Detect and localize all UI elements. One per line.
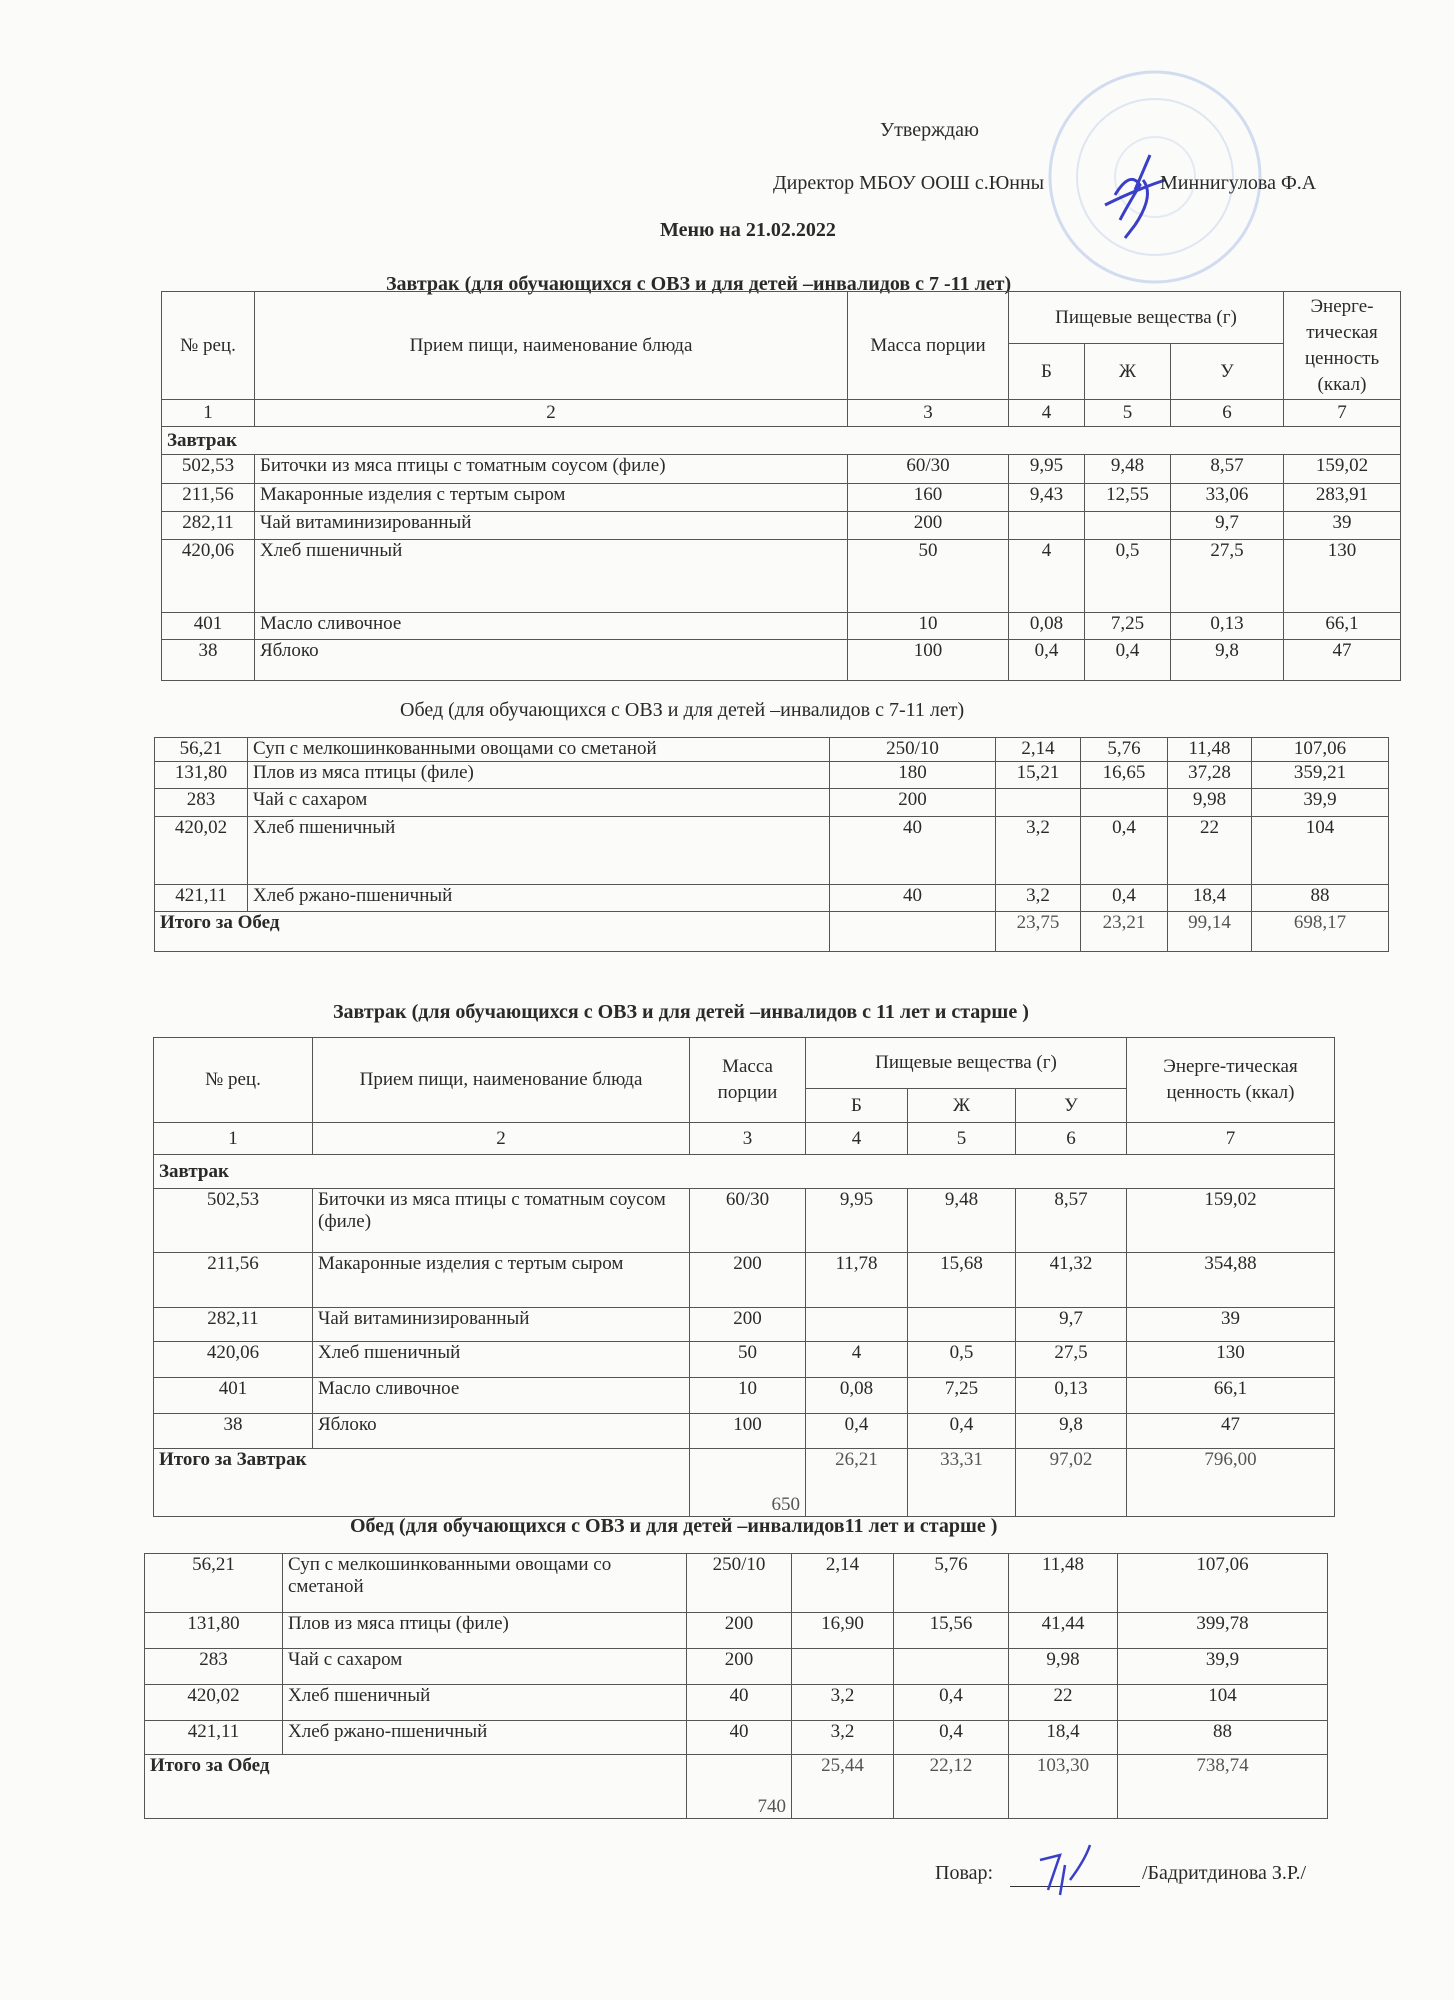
dish-name: Суп с мелкошинкованными овощами со сметаной	[248, 738, 830, 762]
carbs: 9,8	[1171, 640, 1284, 681]
cook-label: Повар:	[935, 1862, 994, 1884]
protein: 0,08	[1009, 613, 1085, 640]
protein	[1009, 512, 1085, 540]
protein: 9,43	[1009, 484, 1085, 512]
protein: 0,08	[806, 1378, 908, 1414]
dish-name: Плов из мяса птицы (филе)	[283, 1613, 687, 1649]
breakfast-7-11-table	[161, 291, 1401, 681]
table-row	[154, 1342, 1335, 1378]
dish-name: Макаронные изделия с тертым сыром	[313, 1253, 690, 1308]
energy-kcal: 66,1	[1284, 613, 1401, 640]
energy-kcal: 88	[1118, 1721, 1328, 1755]
column-number: 6	[1171, 400, 1284, 427]
column-number-row	[162, 400, 1401, 427]
recipe-no: 420,02	[145, 1685, 283, 1721]
fat: 0,4	[1085, 640, 1171, 681]
table-row	[155, 885, 1389, 912]
recipe-no: 283	[155, 789, 248, 817]
column-number: 4	[806, 1123, 908, 1155]
dish-name: Хлеб пшеничный	[255, 540, 848, 613]
section-label: Завтрак	[154, 1155, 1335, 1189]
protein: 0,4	[1009, 640, 1085, 681]
column-number: 1	[162, 400, 255, 427]
fat: 0,5	[908, 1342, 1016, 1378]
portion-mass: 200	[687, 1649, 792, 1685]
portion-mass: 200	[690, 1253, 806, 1308]
portion-mass: 50	[848, 540, 1009, 613]
carbs: 22	[1009, 1685, 1118, 1721]
dish-name: Масло сливочное	[255, 613, 848, 640]
total-u: 97,02	[1016, 1449, 1127, 1517]
dish-name: Чай витаминизированный	[255, 512, 848, 540]
table4-title: Обед (для обучающихся с ОВЗ и для детей –инвалидов11 лет и старше )	[350, 1515, 998, 1537]
col-header-nutrients: Пищевые вещества (г)	[806, 1038, 1127, 1089]
total-zh: 33,31	[908, 1449, 1016, 1517]
carbs: 41,44	[1009, 1613, 1118, 1649]
energy-kcal: 66,1	[1127, 1378, 1335, 1414]
portion-mass: 40	[687, 1721, 792, 1755]
carbs: 27,5	[1016, 1342, 1127, 1378]
portion-mass: 250/10	[687, 1554, 792, 1613]
recipe-no: 211,56	[162, 484, 255, 512]
column-number: 4	[1009, 400, 1085, 427]
portion-mass: 200	[830, 789, 996, 817]
table-row	[162, 540, 1401, 613]
protein: 15,21	[996, 762, 1081, 789]
carbs: 0,13	[1016, 1378, 1127, 1414]
recipe-no: 282,11	[162, 512, 255, 540]
table-row	[154, 1414, 1335, 1449]
portion-mass: 40	[830, 885, 996, 912]
column-number: 5	[908, 1123, 1016, 1155]
protein: 0,4	[806, 1414, 908, 1449]
carbs: 27,5	[1171, 540, 1284, 613]
carbs: 41,32	[1016, 1253, 1127, 1308]
recipe-no: 421,11	[155, 885, 248, 912]
fat	[894, 1649, 1009, 1685]
energy-kcal: 104	[1118, 1685, 1328, 1721]
fat: 5,76	[1081, 738, 1168, 762]
portion-mass: 200	[690, 1308, 806, 1342]
recipe-no: 420,06	[154, 1342, 313, 1378]
table-row	[155, 789, 1389, 817]
energy-kcal: 359,21	[1252, 762, 1389, 789]
total-zh: 22,12	[894, 1755, 1009, 1819]
header-row	[154, 1038, 1335, 1089]
dish-name: Биточки из мяса птицы с томатным соусом (филе)	[255, 455, 848, 484]
dish-name: Хлеб ржано-пшеничный	[248, 885, 830, 912]
table-row	[145, 1685, 1328, 1721]
fat: 5,76	[894, 1554, 1009, 1613]
dish-name: Хлеб пшеничный	[248, 817, 830, 885]
carbs: 18,4	[1168, 885, 1252, 912]
column-number: 1	[154, 1123, 313, 1155]
recipe-no: 401	[162, 613, 255, 640]
dish-name: Макаронные изделия с тертым сыром	[255, 484, 848, 512]
recipe-no: 131,80	[155, 762, 248, 789]
energy-kcal: 88	[1252, 885, 1389, 912]
column-number: 6	[1016, 1123, 1127, 1155]
col-header-nutrients: Пищевые вещества (г)	[1009, 292, 1284, 344]
energy-kcal: 107,06	[1252, 738, 1389, 762]
dish-name: Биточки из мяса птицы с томатным соусом (филе)	[313, 1189, 690, 1253]
portion-mass: 50	[690, 1342, 806, 1378]
fat: 12,55	[1085, 484, 1171, 512]
energy-kcal: 39	[1284, 512, 1401, 540]
table-row	[145, 1721, 1328, 1755]
col-header-no: № рец.	[162, 292, 255, 400]
lunch-7-11-table	[154, 737, 1389, 952]
col-header-b: Б	[806, 1089, 908, 1123]
total-u: 99,14	[1168, 912, 1252, 952]
total-kcal: 796,00	[1127, 1449, 1335, 1517]
protein	[806, 1308, 908, 1342]
breakfast-11plus-table	[153, 1037, 1335, 1517]
carbs: 22	[1168, 817, 1252, 885]
fat: 15,56	[894, 1613, 1009, 1649]
dish-name: Яблоко	[313, 1414, 690, 1449]
lunch-11plus-table	[144, 1553, 1328, 1819]
dish-name: Чай с сахаром	[283, 1649, 687, 1685]
carbs: 37,28	[1168, 762, 1252, 789]
recipe-no: 56,21	[145, 1554, 283, 1613]
table-row	[145, 1613, 1328, 1649]
recipe-no: 283	[145, 1649, 283, 1685]
total-b: 26,21	[806, 1449, 908, 1517]
col-header-no: № рец.	[154, 1038, 313, 1123]
col-header-u: У	[1016, 1089, 1127, 1123]
total-mass: 740	[687, 1755, 792, 1819]
total-row	[155, 912, 1389, 952]
carbs: 0,13	[1171, 613, 1284, 640]
dish-name: Плов из мяса птицы (филе)	[248, 762, 830, 789]
portion-mass: 40	[687, 1685, 792, 1721]
recipe-no: 421,11	[145, 1721, 283, 1755]
table3-title: Завтрак (для обучающихся с ОВЗ и для детей –инвалидов с 11 лет и старше )	[333, 1001, 1029, 1023]
col-header-mass: Масса порции	[848, 292, 1009, 400]
portion-mass: 10	[690, 1378, 806, 1414]
fat	[908, 1308, 1016, 1342]
protein: 3,2	[792, 1721, 894, 1755]
fat	[1081, 789, 1168, 817]
carbs: 18,4	[1009, 1721, 1118, 1755]
table-row	[162, 512, 1401, 540]
protein: 11,78	[806, 1253, 908, 1308]
energy-kcal: 354,88	[1127, 1253, 1335, 1308]
carbs: 9,98	[1168, 789, 1252, 817]
fat: 0,4	[894, 1721, 1009, 1755]
total-mass	[830, 912, 996, 952]
dish-name: Яблоко	[255, 640, 848, 681]
total-mass: 650	[690, 1449, 806, 1517]
table-row	[154, 1253, 1335, 1308]
carbs: 11,48	[1009, 1554, 1118, 1613]
protein: 3,2	[996, 817, 1081, 885]
portion-mass: 60/30	[690, 1189, 806, 1253]
energy-kcal: 159,02	[1284, 455, 1401, 484]
dish-name: Хлеб пшеничный	[283, 1685, 687, 1721]
portion-mass: 180	[830, 762, 996, 789]
recipe-no: 420,02	[155, 817, 248, 885]
portion-mass: 200	[687, 1613, 792, 1649]
approve-label: Утверждаю	[880, 119, 979, 141]
table-row	[162, 640, 1401, 681]
dish-name: Хлеб ржано-пшеничный	[283, 1721, 687, 1755]
energy-kcal: 39,9	[1252, 789, 1389, 817]
recipe-no: 401	[154, 1378, 313, 1414]
column-number: 7	[1284, 400, 1401, 427]
protein: 2,14	[792, 1554, 894, 1613]
protein: 9,95	[806, 1189, 908, 1253]
protein	[792, 1649, 894, 1685]
dish-name: Чай с сахаром	[248, 789, 830, 817]
col-header-dish: Прием пищи, наименование блюда	[313, 1038, 690, 1123]
fat: 0,4	[1081, 885, 1168, 912]
fat: 7,25	[1085, 613, 1171, 640]
table-row	[154, 1189, 1335, 1253]
cook-name: /Бадритдинова З.Р./	[1142, 1862, 1307, 1884]
energy-kcal: 399,78	[1118, 1613, 1328, 1649]
energy-kcal: 107,06	[1118, 1554, 1328, 1613]
total-label: Итого за Завтрак	[154, 1449, 690, 1517]
section-label: Завтрак	[162, 427, 1401, 455]
protein: 2,14	[996, 738, 1081, 762]
table-row	[145, 1649, 1328, 1685]
fat: 16,65	[1081, 762, 1168, 789]
dish-name: Чай витаминизированный	[313, 1308, 690, 1342]
total-row	[145, 1755, 1328, 1819]
fat: 0,5	[1085, 540, 1171, 613]
cook-signature	[1030, 1840, 1100, 1900]
fat: 15,68	[908, 1253, 1016, 1308]
total-b: 23,75	[996, 912, 1081, 952]
protein: 16,90	[792, 1613, 894, 1649]
portion-mass: 40	[830, 817, 996, 885]
column-number: 2	[255, 400, 848, 427]
col-header-zh: Ж	[1085, 344, 1171, 400]
table-row	[162, 455, 1401, 484]
portion-mass: 60/30	[848, 455, 1009, 484]
fat: 0,4	[894, 1685, 1009, 1721]
protein: 4	[1009, 540, 1085, 613]
energy-kcal: 39,9	[1118, 1649, 1328, 1685]
col-header-zh: Ж	[908, 1089, 1016, 1123]
carbs: 11,48	[1168, 738, 1252, 762]
total-kcal: 698,17	[1252, 912, 1389, 952]
recipe-no: 38	[154, 1414, 313, 1449]
fat	[1085, 512, 1171, 540]
table-row	[155, 817, 1389, 885]
col-header-energy: Энерге-тическая ценность (ккал)	[1284, 292, 1401, 400]
header-row	[162, 292, 1401, 344]
column-number: 7	[1127, 1123, 1335, 1155]
energy-kcal: 104	[1252, 817, 1389, 885]
col-header-dish: Прием пищи, наименование блюда	[255, 292, 848, 400]
table-row	[154, 1308, 1335, 1342]
dish-name: Масло сливочное	[313, 1378, 690, 1414]
total-row	[154, 1449, 1335, 1517]
recipe-no: 282,11	[154, 1308, 313, 1342]
protein: 4	[806, 1342, 908, 1378]
recipe-no: 38	[162, 640, 255, 681]
carbs: 9,98	[1009, 1649, 1118, 1685]
table1-title: Завтрак (для обучающихся с ОВЗ и для детей –инвалидов с 7 -11 лет)	[386, 273, 1012, 295]
protein: 3,2	[792, 1685, 894, 1721]
protein: 9,95	[1009, 455, 1085, 484]
table-row	[162, 484, 1401, 512]
carbs: 8,57	[1171, 455, 1284, 484]
total-label: Итого за Обед	[155, 912, 830, 952]
carbs: 9,7	[1016, 1308, 1127, 1342]
table-row	[162, 613, 1401, 640]
column-number: 2	[313, 1123, 690, 1155]
total-b: 25,44	[792, 1755, 894, 1819]
protein	[996, 789, 1081, 817]
recipe-no: 56,21	[155, 738, 248, 762]
portion-mass: 100	[848, 640, 1009, 681]
director-signature	[1095, 150, 1175, 240]
fat: 9,48	[908, 1189, 1016, 1253]
protein: 3,2	[996, 885, 1081, 912]
fat: 0,4	[1081, 817, 1168, 885]
table-row	[154, 1378, 1335, 1414]
recipe-no: 420,06	[162, 540, 255, 613]
section-row	[162, 427, 1401, 455]
director-name: Миннигулова Ф.А	[1160, 172, 1317, 194]
dish-name: Хлеб пшеничный	[313, 1342, 690, 1378]
column-number: 3	[690, 1123, 806, 1155]
director-title: Директор МБОУ ООШ с.Юнны	[773, 172, 1045, 194]
recipe-no: 502,53	[154, 1189, 313, 1253]
col-header-energy: Энерге-тическая ценность (ккал)	[1127, 1038, 1335, 1123]
total-zh: 23,21	[1081, 912, 1168, 952]
table2-title: Обед (для обучающихся с ОВЗ и для детей –инвалидов с 7-11 лет)	[400, 699, 965, 721]
section-row	[154, 1155, 1335, 1189]
fat: 7,25	[908, 1378, 1016, 1414]
energy-kcal: 39	[1127, 1308, 1335, 1342]
energy-kcal: 130	[1284, 540, 1401, 613]
energy-kcal: 47	[1127, 1414, 1335, 1449]
portion-mass: 250/10	[830, 738, 996, 762]
portion-mass: 160	[848, 484, 1009, 512]
fat: 0,4	[908, 1414, 1016, 1449]
dish-name: Суп с мелкошинкованными овощами со сметаной	[283, 1554, 687, 1613]
portion-mass: 200	[848, 512, 1009, 540]
table-row	[155, 738, 1389, 762]
col-header-b: Б	[1009, 344, 1085, 400]
menu-title: Меню на 21.02.2022	[660, 219, 836, 241]
fat: 9,48	[1085, 455, 1171, 484]
table-row	[155, 762, 1389, 789]
col-header-u: У	[1171, 344, 1284, 400]
carbs: 8,57	[1016, 1189, 1127, 1253]
carbs: 33,06	[1171, 484, 1284, 512]
energy-kcal: 47	[1284, 640, 1401, 681]
recipe-no: 211,56	[154, 1253, 313, 1308]
column-number: 3	[848, 400, 1009, 427]
recipe-no: 502,53	[162, 455, 255, 484]
carbs: 9,7	[1171, 512, 1284, 540]
total-kcal: 738,74	[1118, 1755, 1328, 1819]
total-u: 103,30	[1009, 1755, 1118, 1819]
energy-kcal: 283,91	[1284, 484, 1401, 512]
energy-kcal: 159,02	[1127, 1189, 1335, 1253]
table-row	[145, 1554, 1328, 1613]
column-number-row	[154, 1123, 1335, 1155]
recipe-no: 131,80	[145, 1613, 283, 1649]
total-label: Итого за Обед	[145, 1755, 687, 1819]
portion-mass: 10	[848, 613, 1009, 640]
column-number: 5	[1085, 400, 1171, 427]
carbs: 9,8	[1016, 1414, 1127, 1449]
energy-kcal: 130	[1127, 1342, 1335, 1378]
col-header-mass: Масса порции	[690, 1038, 806, 1123]
portion-mass: 100	[690, 1414, 806, 1449]
